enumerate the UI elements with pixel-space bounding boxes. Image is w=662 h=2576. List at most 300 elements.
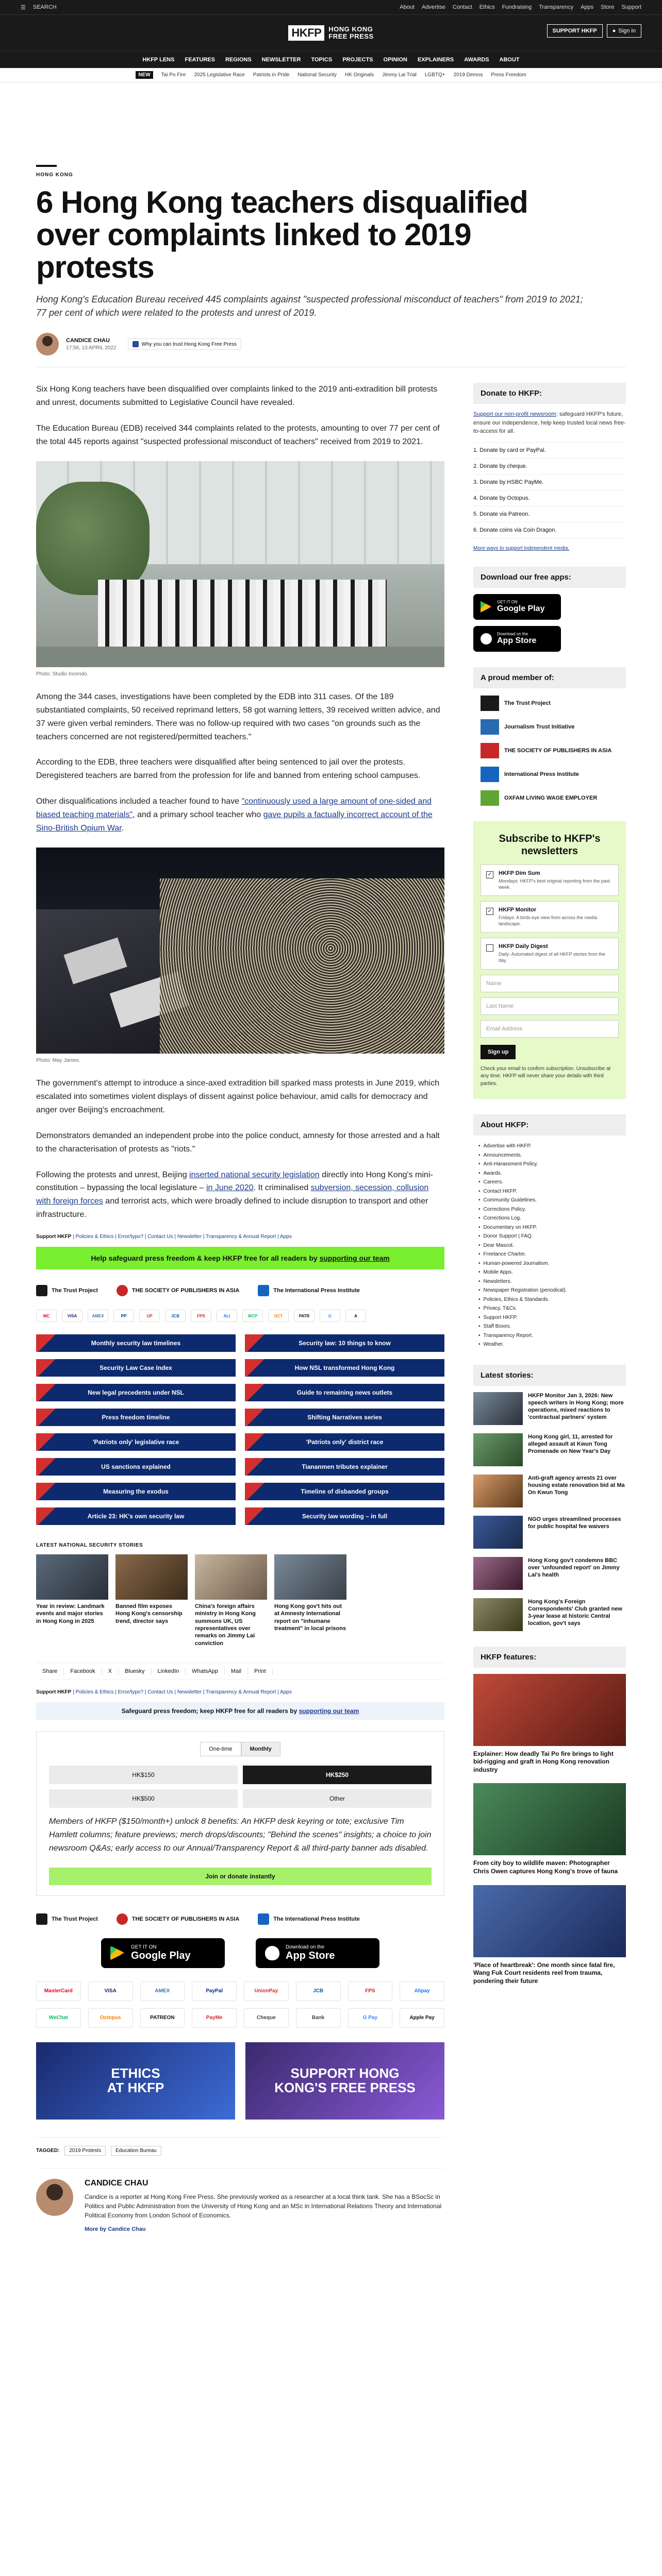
trending-link[interactable]: Patriots in Pride: [253, 72, 290, 78]
promo-line: AT HKFP: [107, 2079, 164, 2095]
inline-link[interactable]: inserted national security legislation: [189, 1170, 320, 1179]
apple-pay-icon[interactable]: Apple Pay: [400, 2008, 444, 2028]
util-link-ethics[interactable]: Ethics: [479, 4, 495, 10]
ipi-logo[interactable]: [481, 767, 626, 782]
util-link-about[interactable]: About: [400, 4, 415, 10]
about-link[interactable]: • Donor Support | FAQ.: [478, 1232, 626, 1241]
section-rule: [36, 165, 57, 167]
payme-icon[interactable]: PayMe: [192, 2008, 237, 2028]
util-link-fundraising[interactable]: Fundraising: [502, 4, 532, 10]
donate-method[interactable]: 3. Donate by HSBC PayMe.: [473, 474, 626, 490]
octopus-icon[interactable]: Octopus: [88, 2008, 133, 2028]
sign-in-label: Sign in: [618, 28, 636, 34]
amex-icon[interactable]: AMEX: [88, 1310, 108, 1322]
footer-link[interactable]: Transparency & Annual Report: [206, 1689, 276, 1695]
site-logo[interactable]: [288, 25, 373, 41]
oxfam-logo[interactable]: [481, 790, 626, 806]
story-thumbnail: [473, 1475, 523, 1507]
trending-link[interactable]: Tai Po Fire: [161, 72, 186, 78]
about-link[interactable]: • Careers.: [478, 1178, 626, 1187]
about-link[interactable]: • Documentary on HKFP.: [478, 1223, 626, 1232]
member-label: Journalism Trust Initiative: [504, 723, 575, 730]
checkbox-checked-icon[interactable]: ✓: [486, 908, 493, 915]
search-link[interactable]: SEARCH: [32, 4, 57, 10]
badge-small: GET IT ON: [497, 600, 518, 605]
content-columns: [36, 383, 626, 2232]
about-link[interactable]: • Weather.: [478, 1340, 626, 1349]
member-label: The International Press Institute: [273, 1287, 360, 1294]
util-link-store[interactable]: Store: [601, 4, 615, 10]
amount-option[interactable]: HK$500: [49, 1789, 238, 1808]
logo-mark: HKFP: [288, 25, 324, 41]
tag-link[interactable]: 2019 Protests: [64, 2146, 106, 2156]
author-avatar[interactable]: [36, 2179, 73, 2216]
trust-project-logo[interactable]: [36, 1285, 98, 1296]
oxfam-icon: [481, 790, 499, 806]
amount-option[interactable]: HK$150: [49, 1766, 238, 1784]
newsletter-signup: [473, 821, 626, 1099]
badge-large: Google Play: [497, 604, 545, 614]
visa-icon[interactable]: VISA: [62, 1310, 82, 1322]
alipay-icon[interactable]: ALI: [217, 1310, 237, 1322]
trust-project-logo[interactable]: [481, 696, 626, 711]
first-name-field[interactable]: Name: [481, 975, 619, 992]
features-heading: HKFP features:: [473, 1647, 626, 1668]
share-label: Share: [36, 1668, 64, 1674]
donate-method[interactable]: 2. Donate by cheque.: [473, 459, 626, 474]
footer-link[interactable]: Apps: [280, 1234, 292, 1240]
jcb-icon[interactable]: JCB: [296, 1981, 341, 2001]
explainer-button[interactable]: [36, 1334, 236, 1352]
story-thumbnail: [36, 1554, 108, 1600]
trending-nav: [0, 68, 662, 82]
explainer-button[interactable]: [245, 1458, 444, 1476]
google-pay-icon[interactable]: G Pay: [348, 2008, 393, 2028]
member-label: The Trust Project: [52, 1287, 98, 1294]
donate-method[interactable]: 6. Donate coins via Coin Dragon.: [473, 522, 626, 538]
explainer-label: Shifting Narratives series: [307, 1414, 382, 1421]
text-run: directly into Hong Kong's mini-constitution – bypassing the local legislature –: [36, 1170, 433, 1193]
newsletter-option-text: [499, 943, 613, 963]
google-pay-icon[interactable]: G: [320, 1310, 340, 1322]
jcb-icon[interactable]: JCB: [165, 1310, 186, 1322]
ethics-promo[interactable]: [36, 2042, 235, 2120]
fps-icon[interactable]: FPS: [191, 1310, 211, 1322]
story-thumbnail: [473, 1433, 523, 1466]
newsletter-option[interactable]: [481, 865, 619, 896]
explainer-button[interactable]: [36, 1384, 236, 1401]
explainer-label: Press freedom timeline: [102, 1414, 170, 1421]
newsletter-name: HKFP Daily Digest: [499, 943, 548, 950]
nsl-story-card[interactable]: [274, 1554, 346, 1647]
about-links: [473, 1142, 626, 1349]
app-store-badge[interactable]: [256, 1938, 379, 1968]
about-link[interactable]: • Announcements.: [478, 1151, 626, 1160]
explainer-label: Security law: 10 things to know: [299, 1340, 391, 1347]
explainer-button[interactable]: [245, 1409, 444, 1426]
story-headline: Hong Kong gov't condemns BBC over 'unfounded report' on Jimmy Lai's health: [528, 1557, 620, 1579]
latest-story[interactable]: [473, 1433, 626, 1466]
trending-link[interactable]: 2019 Demos: [453, 72, 483, 78]
support-hkfp-link[interactable]: Support HKFP: [36, 1689, 72, 1695]
footer-link[interactable]: Transparency & Annual Report: [206, 1234, 276, 1240]
wechat-pay-icon[interactable]: WeChat: [36, 2008, 81, 2028]
author-avatar[interactable]: [36, 333, 59, 355]
octopus-icon[interactable]: OCT: [268, 1310, 289, 1322]
nav-item-explainers[interactable]: EXPLAINERS: [417, 56, 454, 63]
nav-item-lens[interactable]: HKFP LENS: [142, 56, 175, 63]
newsletter-option-text: [499, 907, 613, 927]
apple-pay-icon[interactable]: A: [345, 1310, 366, 1322]
wechat-pay-icon[interactable]: WCP: [242, 1310, 263, 1322]
nsl-stories: [36, 1554, 444, 1647]
latest-story[interactable]: [473, 1392, 626, 1425]
tab-monthly[interactable]: Monthly: [241, 1742, 280, 1756]
explainer-button[interactable]: [36, 1409, 236, 1426]
sign-in-button[interactable]: [607, 24, 641, 38]
footer-link[interactable]: Error/typo?: [118, 1689, 144, 1695]
apple-icon: [481, 633, 492, 645]
mastercard-icon[interactable]: MC: [36, 1310, 57, 1322]
latest-stories: [473, 1392, 626, 1631]
latest-heading: Latest stories:: [473, 1365, 626, 1386]
ipi-icon: [258, 1285, 269, 1296]
about-link[interactable]: • Community Guidelines.: [478, 1196, 626, 1205]
about-link[interactable]: • Newsletters.: [478, 1277, 626, 1286]
explainer-button[interactable]: [36, 1433, 236, 1451]
app-store-badge[interactable]: [473, 626, 561, 652]
trust-project-icon: [36, 1913, 47, 1925]
share-mail[interactable]: Mail: [225, 1668, 248, 1674]
about-link[interactable]: • Newspaper Registration (periodical).: [478, 1286, 626, 1295]
checkbox-checked-icon[interactable]: ✓: [486, 871, 493, 878]
story-headline: NGO urges streamlined processes for public hospital fee waivers: [528, 1516, 621, 1530]
newsletter-option[interactable]: [481, 901, 619, 933]
story-headline: Hong Kong girl, 11, arrested for alleged assault at Kwun Tong Promenade on New Year's Day: [528, 1433, 613, 1455]
about-link[interactable]: • Transparency Report.: [478, 1331, 626, 1341]
logo-wordmark: [328, 26, 373, 40]
member-label: THE SOCIETY OF PUBLISHERS IN ASIA: [131, 1287, 240, 1294]
nav-item-newsletter[interactable]: NEWSLETTER: [261, 56, 301, 63]
member-label: International Press Institute: [504, 771, 579, 777]
about-link[interactable]: • Freelance Charter.: [478, 1250, 626, 1259]
about-link[interactable]: • Staff Boxes.: [478, 1322, 626, 1331]
trust-project-icon: [481, 696, 499, 711]
explainer-button[interactable]: [245, 1384, 444, 1401]
trending-link[interactable]: National Security: [297, 72, 337, 78]
about-link[interactable]: • Anti-Harassment Policy.: [478, 1160, 626, 1169]
bank-icon[interactable]: Bank: [296, 2008, 341, 2028]
article-tags: [36, 2137, 444, 2156]
ipi-logo[interactable]: [258, 1913, 359, 1925]
sign-up-button[interactable]: Sign up: [481, 1045, 516, 1059]
footer-link[interactable]: Policies & Ethics: [75, 1689, 114, 1695]
nav-item-about[interactable]: ABOUT: [499, 56, 520, 63]
about-link[interactable]: • Corrections Policy.: [478, 1205, 626, 1214]
explainer-label: New legal precedents under NSL: [88, 1389, 184, 1397]
donate-method[interactable]: 1. Donate by card or PayPal.: [473, 443, 626, 459]
feature-story[interactable]: [473, 1885, 626, 1986]
cheque-icon[interactable]: Cheque: [244, 2008, 289, 2028]
newsletter-name: HKFP Monitor: [499, 906, 537, 913]
story-thumbnail: [195, 1554, 267, 1600]
article-dek: Hong Kong's Education Bureau received 445 complaints against "suspected professional misconduct of teachers" from 2019 to 2021; 77 per cent of which were related to the protests and unrest of 2019.: [36, 294, 583, 318]
trust-project-logo[interactable]: [36, 1913, 98, 1925]
google-play-badge[interactable]: [473, 594, 561, 620]
badge-text: [286, 1944, 335, 1962]
explainer-button[interactable]: [245, 1334, 444, 1352]
member-label: The International Press Institute: [273, 1916, 360, 1922]
patreon-icon[interactable]: PATR: [294, 1310, 315, 1322]
footer-link[interactable]: Contact Us: [147, 1234, 173, 1240]
last-name-field[interactable]: Last Name: [481, 997, 619, 1015]
join-donate-button[interactable]: Join or donate instantly: [49, 1868, 432, 1885]
member-label: OXFAM LIVING WAGE EMPLOYER: [504, 794, 598, 801]
footer-link[interactable]: Contact Us: [147, 1689, 173, 1695]
why-trust-label: Why you can trust Hong Kong Free Press: [141, 341, 237, 347]
explainer-button[interactable]: [36, 1458, 236, 1476]
trust-project-icon: [133, 341, 139, 347]
util-link-apps[interactable]: Apps: [581, 4, 594, 10]
explainer-label: 'Patriots only' legislative race: [92, 1438, 179, 1446]
explainer-label: Security Law Case Index: [100, 1364, 172, 1372]
latest-story[interactable]: [473, 1475, 626, 1507]
tab-one-time[interactable]: One-time: [200, 1742, 241, 1756]
trending-link[interactable]: LGBTQ+: [424, 72, 445, 78]
story-headline: Hong Kong gov't hits out at Amnesty International report on "inhumane treatment" in local prisons: [274, 1603, 346, 1632]
support-banner-link[interactable]: supporting our team: [319, 1254, 390, 1263]
google-play-badge[interactable]: [101, 1938, 225, 1968]
nav-item-features[interactable]: FEATURES: [185, 56, 215, 63]
share-whatsapp[interactable]: WhatsApp: [186, 1668, 225, 1674]
article-paragraph: According to the EDB, three teachers were disqualified after being sentenced to jail over the protests. Deregistered teachers are barred from the profession for life and banned from entering school campuses.: [36, 758, 421, 781]
tag-link[interactable]: Education Bureau: [111, 2146, 161, 2156]
article-paragraph: The government's attempt to introduce a since-axed extradition bill sparked mass protests in June 2019, which escalated into sometimes violent displays of dissent against police behaviour, amid calls for democracy and anger over Beijing's encroachment.: [36, 1078, 440, 1114]
fps-icon[interactable]: FPS: [348, 1981, 393, 2001]
sopa-logo[interactable]: [117, 1285, 239, 1296]
feature-story[interactable]: [473, 1783, 626, 1875]
about-link[interactable]: • Policies, Ethics & Standards.: [478, 1295, 626, 1304]
nsl-story-card[interactable]: [115, 1554, 188, 1647]
about-link[interactable]: • Dear Mascot.: [478, 1241, 626, 1250]
amex-icon[interactable]: AMEX: [140, 1981, 185, 2001]
explainer-buttons: [36, 1334, 444, 1525]
support-hkfp-button[interactable]: SUPPORT HKFP: [547, 24, 603, 38]
ipi-icon: [481, 767, 499, 782]
footer-link[interactable]: Newsletter: [177, 1234, 202, 1240]
safeguard-link[interactable]: supporting our team: [299, 1707, 359, 1715]
promo-line: KONG'S FREE PRESS: [274, 2079, 416, 2095]
promo-text: [107, 2066, 164, 2095]
nav-item-awards[interactable]: AWARDS: [464, 56, 489, 63]
article-body: [36, 383, 444, 2232]
util-link-contact[interactable]: Contact: [452, 4, 472, 10]
about-link[interactable]: • Advertise with HKFP.: [478, 1142, 626, 1151]
proud-member-logos: [481, 696, 626, 806]
main-nav: [0, 50, 662, 68]
text-run: and terrorist acts, which were broadly defined to include disruption to transport and other infrastructure.: [36, 1197, 428, 1219]
trending-link[interactable]: HK Originals: [345, 72, 374, 78]
util-link-support[interactable]: Support: [621, 4, 641, 10]
trending-link[interactable]: 2025 Legislative Race: [194, 72, 245, 78]
nav-item-projects[interactable]: PROJECTS: [342, 56, 373, 63]
newsletter-desc: Mondays: HKFP's best original reporting from the past week.: [499, 878, 610, 890]
explainer-label: 'Patriots only' district race: [306, 1438, 384, 1446]
latest-story[interactable]: [473, 1516, 626, 1549]
nav-item-opinion[interactable]: OPINION: [383, 56, 407, 63]
explainer-button[interactable]: [245, 1507, 444, 1525]
promo-text: [274, 2066, 415, 2095]
sopa-logo[interactable]: [481, 743, 626, 758]
about-link[interactable]: • Corrections Log.: [478, 1214, 626, 1223]
text-run: Other disqualifications included a teacher found to have: [36, 797, 242, 806]
nsl-story-card[interactable]: [36, 1554, 108, 1647]
protest-photo-crowd: [36, 848, 444, 1054]
sopa-icon: [117, 1285, 128, 1296]
more-ways-link[interactable]: More ways to support independent media.: [473, 545, 570, 551]
patreon-icon[interactable]: PATREON: [140, 2008, 185, 2028]
nsl-section-title: LATEST NATIONAL SECURITY STORIES: [36, 1543, 143, 1549]
footer-link[interactable]: Error/typo?: [118, 1234, 144, 1240]
inline-link[interactable]: in June 2020: [206, 1183, 254, 1193]
section-label[interactable]: HONG KONG: [36, 172, 73, 178]
explainer-button[interactable]: [245, 1359, 444, 1377]
trending-link[interactable]: Press Freedom: [491, 72, 526, 78]
explainer-button[interactable]: [36, 1507, 236, 1525]
email-field[interactable]: Email Address: [481, 1020, 619, 1038]
trust-project-icon: [36, 1285, 47, 1296]
explainer-label: Monthly security law timelines: [91, 1340, 181, 1347]
tags-label: TAGGED:: [36, 2147, 60, 2154]
explainer-button[interactable]: [245, 1483, 444, 1500]
byline: [36, 333, 626, 367]
share-bluesky[interactable]: Bluesky: [119, 1668, 152, 1674]
paypal-icon[interactable]: PayPal: [192, 1981, 237, 2001]
jti-icon: [481, 719, 499, 735]
sopa-logo[interactable]: [117, 1913, 239, 1925]
safeguard-text: Safeguard press freedom; keep HKFP free for all readers by: [121, 1707, 299, 1715]
why-trust-link[interactable]: [128, 338, 242, 350]
support-promo[interactable]: [245, 2042, 444, 2120]
header-actions: [547, 24, 641, 38]
explainer-button[interactable]: [36, 1359, 236, 1377]
newsletter-option[interactable]: [481, 938, 619, 969]
more-by-author-link[interactable]: More by Candice Chau: [85, 2226, 146, 2232]
checkbox-icon[interactable]: [486, 944, 493, 952]
author-bio-name[interactable]: CANDICE CHAU: [85, 2178, 148, 2188]
visa-icon[interactable]: VISA: [88, 1981, 133, 2001]
paypal-icon[interactable]: PP: [113, 1310, 134, 1322]
amount-option-selected[interactable]: HK$250: [243, 1766, 432, 1784]
donate-widget: [36, 1731, 444, 1896]
unionpay-icon[interactable]: UP: [139, 1310, 160, 1322]
photo-tree: [36, 482, 150, 595]
explainer-button[interactable]: [36, 1483, 236, 1500]
latest-story[interactable]: [473, 1557, 626, 1590]
support-banner: [36, 1247, 444, 1269]
support-links-row: Support HKFP | Policies & Ethics | Error/typo? | Contact Us | Newsletter | Transparency & Annual Report | Apps: [36, 1689, 292, 1695]
about-link[interactable]: • Privacy, T&Cs.: [478, 1304, 626, 1313]
nav-item-topics[interactable]: TOPICS: [311, 56, 333, 63]
user-icon: ●: [612, 28, 616, 34]
donate-method[interactable]: 4. Donate by Octopus.: [473, 490, 626, 506]
inline-link[interactable]: "continuously used a large amount of one-sided and biased teaching materials": [36, 797, 432, 820]
story-thumbnail: [473, 1783, 626, 1855]
inline-link[interactable]: gave pupils a factually incorrect account of the Sino-British Opium War: [36, 810, 433, 833]
story-thumbnail: [473, 1598, 523, 1631]
share-linkedin[interactable]: LinkedIn: [152, 1668, 186, 1674]
about-link[interactable]: • Human-powered Journalism.: [478, 1259, 626, 1268]
nav-item-regions[interactable]: REGIONS: [225, 56, 252, 63]
explainer-button[interactable]: [245, 1433, 444, 1451]
explainer-label: Tiananmen tributes explainer: [302, 1463, 388, 1471]
about-link[interactable]: • Awards.: [478, 1169, 626, 1178]
promo-banners: [36, 2042, 444, 2120]
author-name[interactable]: CANDICE CHAU: [66, 337, 110, 344]
footer-link[interactable]: Policies & Ethics: [75, 1234, 114, 1240]
footer-link[interactable]: Newsletter: [177, 1689, 202, 1695]
util-link-transparency[interactable]: Transparency: [539, 4, 574, 10]
badge-text: [131, 1944, 191, 1962]
share-facebook[interactable]: Facebook: [64, 1668, 102, 1674]
about-link[interactable]: • Support HKFP.: [478, 1313, 626, 1323]
member-label: THE SOCIETY OF PUBLISHERS IN ASIA: [131, 1916, 240, 1922]
top-utility-bar: [0, 0, 662, 14]
donate-method[interactable]: 5. Donate via Patreon.: [473, 506, 626, 522]
member-logos: [36, 1285, 444, 1296]
site-header: [0, 14, 662, 50]
nsl-story-card[interactable]: [195, 1554, 267, 1647]
share-print[interactable]: Print: [248, 1668, 273, 1674]
story-thumbnail: [473, 1516, 523, 1549]
text-run: .: [121, 824, 124, 833]
ipi-logo[interactable]: [258, 1285, 359, 1296]
trending-link[interactable]: Jimmy Lai Trial: [382, 72, 417, 78]
support-hkfp-link[interactable]: Support HKFP: [36, 1234, 72, 1240]
about-link[interactable]: • Mobile Apps.: [478, 1268, 626, 1277]
support-links-row: Support HKFP | Policies & Ethics | Error/typo? | Contact Us | Newsletter | Transparency & Annual Report | Apps: [36, 1234, 292, 1240]
apple-icon: [265, 1946, 279, 1960]
app-store-badges: [36, 1938, 444, 1968]
story-headline: Explainer: How deadly Tai Po fire brings to light bid-rigging and graft in Hong Kong renovation industry: [473, 1750, 614, 1773]
mastercard-icon[interactable]: MasterCard: [36, 1981, 81, 2001]
menu-icon[interactable]: ☰: [21, 4, 26, 11]
util-link-advertise[interactable]: Advertise: [422, 4, 445, 10]
story-thumbnail: [473, 1885, 626, 1957]
share-x[interactable]: X: [102, 1668, 119, 1674]
story-thumbnail: [473, 1392, 523, 1425]
photo-students-chain: [98, 580, 387, 652]
safeguard-banner: [36, 1702, 444, 1720]
about-link[interactable]: • Contact HKFP.: [478, 1187, 626, 1196]
promo-line: SUPPORT HONG: [290, 2065, 400, 2081]
latest-story[interactable]: [473, 1598, 626, 1631]
article-header: [36, 82, 626, 367]
amount-option-other[interactable]: Other: [243, 1789, 432, 1808]
text-run: . It criminalised: [253, 1183, 311, 1193]
footer-link[interactable]: Apps: [280, 1689, 292, 1695]
proud-member-heading: A proud member of:: [473, 667, 626, 688]
unionpay-icon[interactable]: UnionPay: [244, 1981, 289, 2001]
feature-story[interactable]: [473, 1674, 626, 1774]
alipay-icon[interactable]: Alipay: [400, 1981, 444, 2001]
jti-logo[interactable]: [481, 719, 626, 735]
explainer-label: How NSL transformed Hong Kong: [294, 1364, 395, 1372]
inline-link[interactable]: subversion, secession, collusion with foreign forces: [36, 1183, 429, 1206]
donate-intro-link[interactable]: Support our non-profit newsroom: [473, 411, 556, 418]
logo-line1: HONG KONG: [328, 25, 373, 33]
newsletter-heading: Subscribe to HKFP's newsletters: [499, 833, 601, 857]
